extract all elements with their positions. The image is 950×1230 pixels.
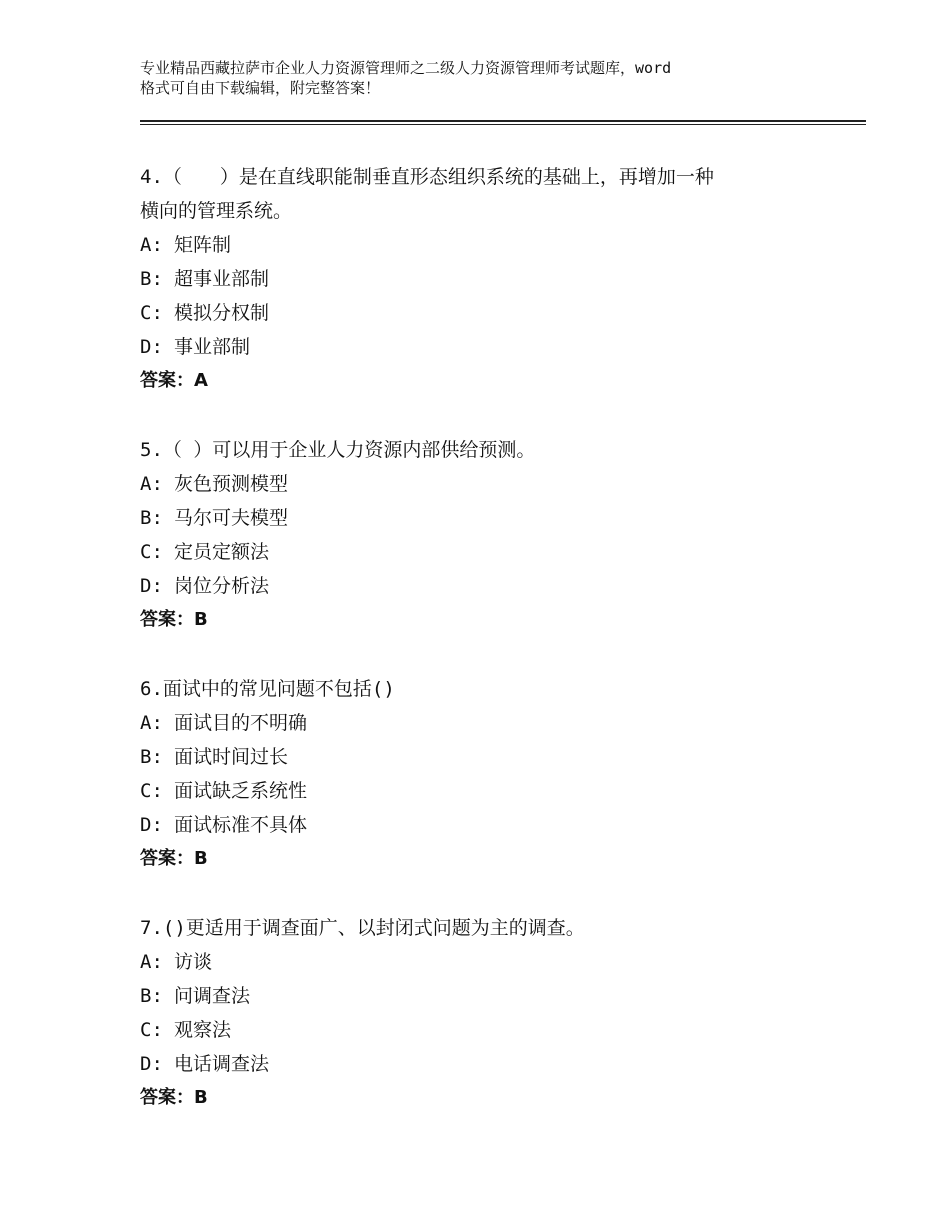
- question-stem-line-2: 横向的管理系统。: [140, 200, 293, 222]
- option-text: 事业部制: [174, 336, 251, 358]
- option-key: B:: [140, 507, 163, 529]
- option-text: 岗位分析法: [174, 575, 270, 597]
- option-key: C:: [140, 780, 163, 802]
- option-text: 灰色预测模型: [174, 473, 289, 495]
- option-key: D:: [140, 336, 163, 358]
- question-stem-line-1: 7.()更适用于调查面广、以封闭式问题为主的调查。: [140, 917, 585, 939]
- option-c: [140, 1013, 820, 1047]
- option-text: 观察法: [174, 1019, 232, 1041]
- answer: 答案：B: [140, 609, 208, 630]
- question-5: [140, 433, 820, 637]
- option-key: B:: [140, 985, 163, 1007]
- option-b: [140, 979, 820, 1013]
- question-6: [140, 672, 820, 876]
- option-text: 访谈: [174, 951, 213, 973]
- header-divider-thin: [140, 124, 866, 125]
- option-text: 超事业部制: [174, 268, 270, 290]
- option-text: 面试时间过长: [174, 746, 289, 768]
- question-list: [140, 160, 820, 1150]
- option-key: A:: [140, 234, 163, 256]
- option-d: [140, 569, 820, 603]
- option-key: D:: [140, 814, 163, 836]
- option-key: A:: [140, 951, 163, 973]
- option-key: D:: [140, 1053, 163, 1075]
- option-text: 面试标准不具体: [174, 814, 308, 836]
- option-key: B:: [140, 746, 163, 768]
- option-d: [140, 1047, 820, 1081]
- header-line-1: 专业精品西藏拉萨市企业人力资源管理师之二级人力资源管理师考试题库，word: [140, 59, 672, 77]
- option-text: 问调查法: [174, 985, 251, 1007]
- option-key: A:: [140, 712, 163, 734]
- option-a: [140, 228, 820, 262]
- option-text: 定员定额法: [174, 541, 270, 563]
- option-d: [140, 808, 820, 842]
- option-text: 马尔可夫模型: [174, 507, 289, 529]
- option-b: [140, 262, 820, 296]
- option-a: [140, 467, 820, 501]
- option-c: [140, 296, 820, 330]
- question-stem-line-1: 4.（ ）是在直线职能制垂直形态组织系统的基础上，再增加一种: [140, 166, 714, 188]
- question-stem: [140, 433, 820, 467]
- question-4: [140, 160, 820, 398]
- option-b: [140, 740, 820, 774]
- option-key: C:: [140, 302, 163, 324]
- option-text: 矩阵制: [174, 234, 232, 256]
- question-stem-line-1: 5.（ ）可以用于企业人力资源内部供给预测。: [140, 439, 536, 461]
- option-key: D:: [140, 575, 163, 597]
- option-key: A:: [140, 473, 163, 495]
- option-a: [140, 945, 820, 979]
- question-stem-line-1: 6.面试中的常见问题不包括(): [140, 678, 395, 700]
- answer: 答案：B: [140, 848, 208, 869]
- option-text: 面试缺乏系统性: [174, 780, 308, 802]
- answer: 答案：A: [140, 370, 208, 391]
- document-header: [140, 58, 820, 98]
- option-b: [140, 501, 820, 535]
- question-stem: [140, 672, 820, 706]
- question-7: [140, 911, 820, 1115]
- option-text: 模拟分权制: [174, 302, 270, 324]
- option-c: [140, 774, 820, 808]
- answer: 答案：B: [140, 1087, 208, 1108]
- option-c: [140, 535, 820, 569]
- question-stem: [140, 911, 820, 945]
- option-text: 面试目的不明确: [174, 712, 308, 734]
- header-line-2: 格式可自由下载编辑，附完整答案！: [140, 79, 381, 97]
- header-divider-thick: [140, 120, 866, 122]
- option-a: [140, 706, 820, 740]
- option-d: [140, 330, 820, 364]
- option-key: B:: [140, 268, 163, 290]
- option-key: C:: [140, 1019, 163, 1041]
- option-text: 电话调查法: [174, 1053, 270, 1075]
- question-stem: [140, 160, 820, 228]
- option-key: C:: [140, 541, 163, 563]
